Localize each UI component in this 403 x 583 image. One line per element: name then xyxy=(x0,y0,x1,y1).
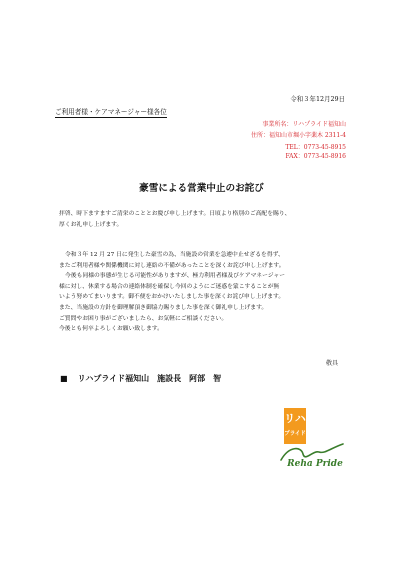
sender-fax: FAX：0773-45-8916 xyxy=(285,153,346,160)
logo-text-reha: リハ xyxy=(284,412,306,425)
paragraph-line: 令和３年 12 月 27 日に発生した豪雪の為、当施設の営業を急遽中止せざるを得ず、 xyxy=(65,252,284,258)
paragraph-line: いよう努めてまいります。御不便をおかけいたしました事を深くお詫び申し上げます。 xyxy=(59,294,285,301)
signature-line xyxy=(60,373,221,384)
paragraph-line: ご質問やお困り事がございましたら、お気軽にご相談ください。 xyxy=(59,315,228,322)
signature-name: 阿部 智 xyxy=(189,373,222,383)
closing-word: 敬具 xyxy=(325,360,338,367)
greeting-paragraph xyxy=(59,209,290,230)
logo-text-pride: プライド xyxy=(284,431,306,437)
paragraph-line: 厚くお礼申し上げます。 xyxy=(59,221,123,228)
signature-role: 施設長 xyxy=(157,373,182,383)
paragraph-line: 今後とも何卒よろしくお願い致します。 xyxy=(59,326,163,333)
letter-title: 豪雪による営業中止のお詫び xyxy=(139,183,264,194)
square-bullet-icon: ■ xyxy=(60,373,68,383)
paragraph-line: またご利用者様や関係機関に対し連絡の不備があったことを深くお詫び申し上げます。 xyxy=(59,262,285,269)
letter-date: 令和３年12月29日 xyxy=(290,95,345,103)
sender-address: 住所：福知山市堀小字薬木 2311-4 xyxy=(250,132,346,139)
letter-addressee: ご利用者様・ケアマネージャー様各位 xyxy=(55,108,167,116)
logo-swoosh xyxy=(281,444,343,460)
logo-script-text: Reha Pride xyxy=(287,459,343,469)
paragraph-line: また、当施設の方針を御理解頂き御協力賜りました事を深く御礼申し上げます。 xyxy=(59,304,268,311)
sender-office: 事業所名：リハプライド福知山 xyxy=(262,121,346,128)
paragraph-line: 拝啓、時下ますますご清栄のこととお慶び申し上げます。日頃より格別のご高配を賜り、 xyxy=(59,211,291,217)
apology-paragraph xyxy=(59,250,285,335)
reha-pride-logo xyxy=(279,408,349,472)
sender-tel: TEL：0773-45-8915 xyxy=(285,144,346,151)
signature-facility: リハプライド福知山 xyxy=(77,373,150,383)
paragraph-line: 今後も同様の事態が生じる可能性がありますが、極力利用者様及びケアマネージャー xyxy=(65,273,286,280)
paragraph-line: 様に対し、休業する場合の連絡体制を確保し今回のようにご迷惑を蒙こすることが無 xyxy=(59,283,280,290)
